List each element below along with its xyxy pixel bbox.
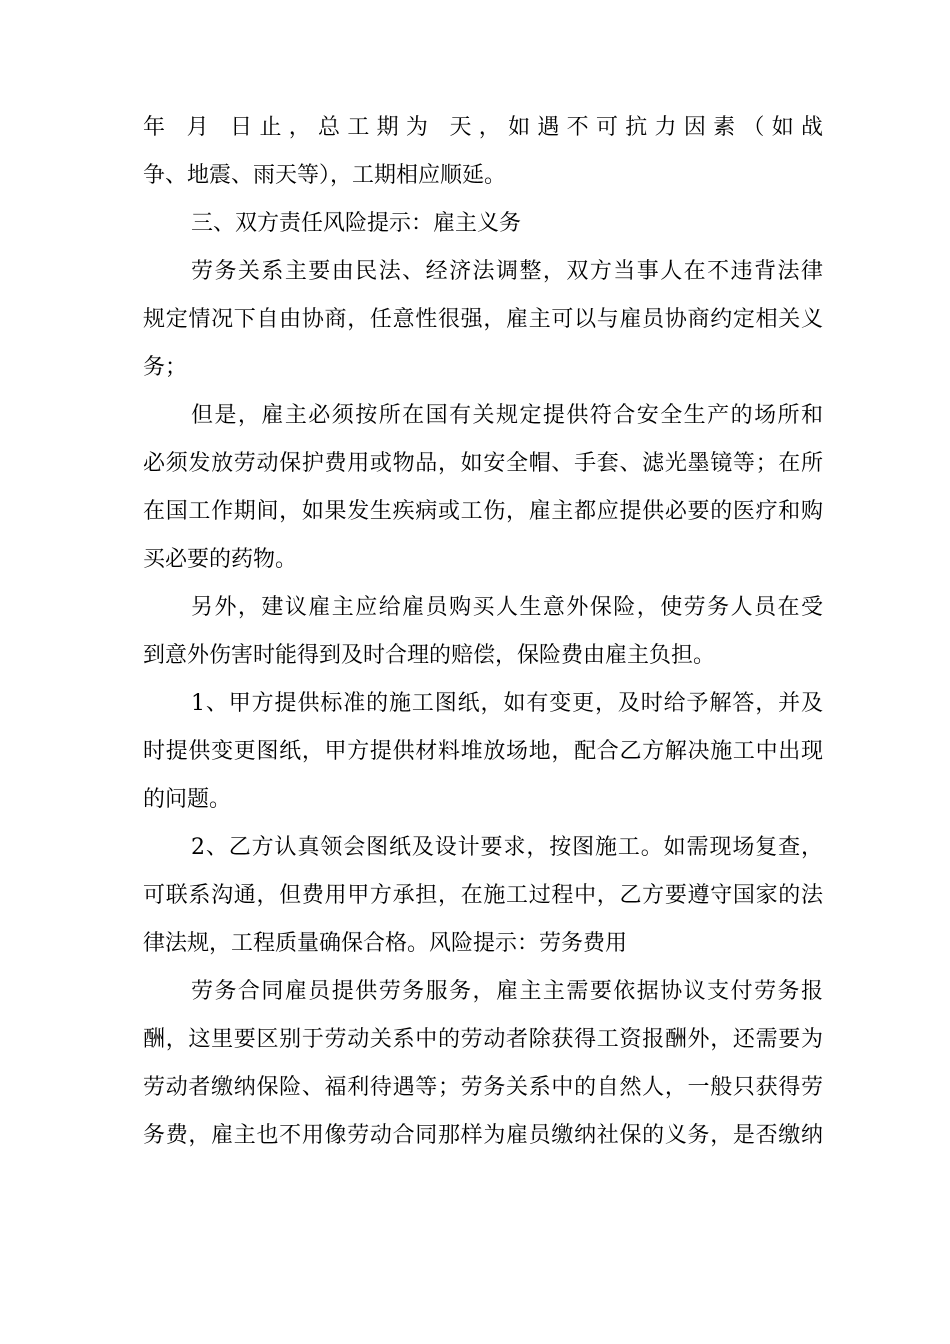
text-line: 到意外伤害时能得到及时合理的赔偿，保险费由雇主负担。 bbox=[143, 643, 716, 668]
text-line: 酬，这里要区别于劳动关系中的劳动者除获得工资报酬外，还需要为 bbox=[143, 1027, 823, 1052]
text-line: 但是，雇主必须按所在国有关规定提供符合安全生产的场所和 bbox=[191, 403, 823, 428]
text-line: 1、甲方提供标准的施工图纸，如有变更，及时给予解答，并及 bbox=[191, 691, 823, 716]
text-line: 务； bbox=[143, 355, 188, 380]
text-line: 2、乙方认真领会图纸及设计要求，按图施工。如需现场复查， bbox=[191, 835, 823, 860]
text-line: 在国工作期间，如果发生疾病或工伤，雇主都应提供必要的医疗和购 bbox=[143, 499, 823, 524]
text-line: 争、地震、雨天等），工期相应顺延。 bbox=[143, 163, 507, 188]
text-line: 律法规，工程质量确保合格。风险提示：劳务费用 bbox=[143, 931, 628, 956]
text-line: 必须发放劳动保护费用或物品，如安全帽、手套、滤光墨镜等；在所 bbox=[143, 451, 823, 476]
text-line: 务费，雇主也不用像劳动合同那样为雇员缴纳社保的义务，是否缴纳 bbox=[143, 1123, 823, 1148]
text-line: 的问题。 bbox=[143, 787, 232, 812]
text-line: 可联系沟通，但费用甲方承担，在施工过程中，乙方要遵守国家的法 bbox=[143, 883, 823, 908]
text-line: 买必要的药物。 bbox=[143, 547, 298, 572]
text-line: 劳务合同雇员提供劳务服务，雇主主需要依据协议支付劳务报 bbox=[191, 979, 823, 1004]
text-line: 劳务关系主要由民法、经济法调整，双方当事人在不违背法律 bbox=[191, 259, 823, 284]
text-line: 劳动者缴纳保险、福利待遇等；劳务关系中的自然人，一般只获得劳 bbox=[143, 1075, 823, 1100]
text-line: 时提供变更图纸，甲方提供材料堆放场地，配合乙方解决施工中出现 bbox=[143, 739, 823, 764]
text-line: 规定情况下自由协商，任意性很强，雇主可以与雇员协商约定相关义 bbox=[143, 307, 823, 332]
text-line: 另外，建议雇主应给雇员购买人生意外保险，使劳务人员在受 bbox=[191, 595, 823, 620]
text-line: 年 月 日止，总工期为 天，如遇不可抗力因素（如战 bbox=[143, 115, 823, 140]
section-heading: 三、双方责任风险提示：雇主义务 bbox=[191, 211, 522, 236]
document-body bbox=[143, 104, 823, 1160]
